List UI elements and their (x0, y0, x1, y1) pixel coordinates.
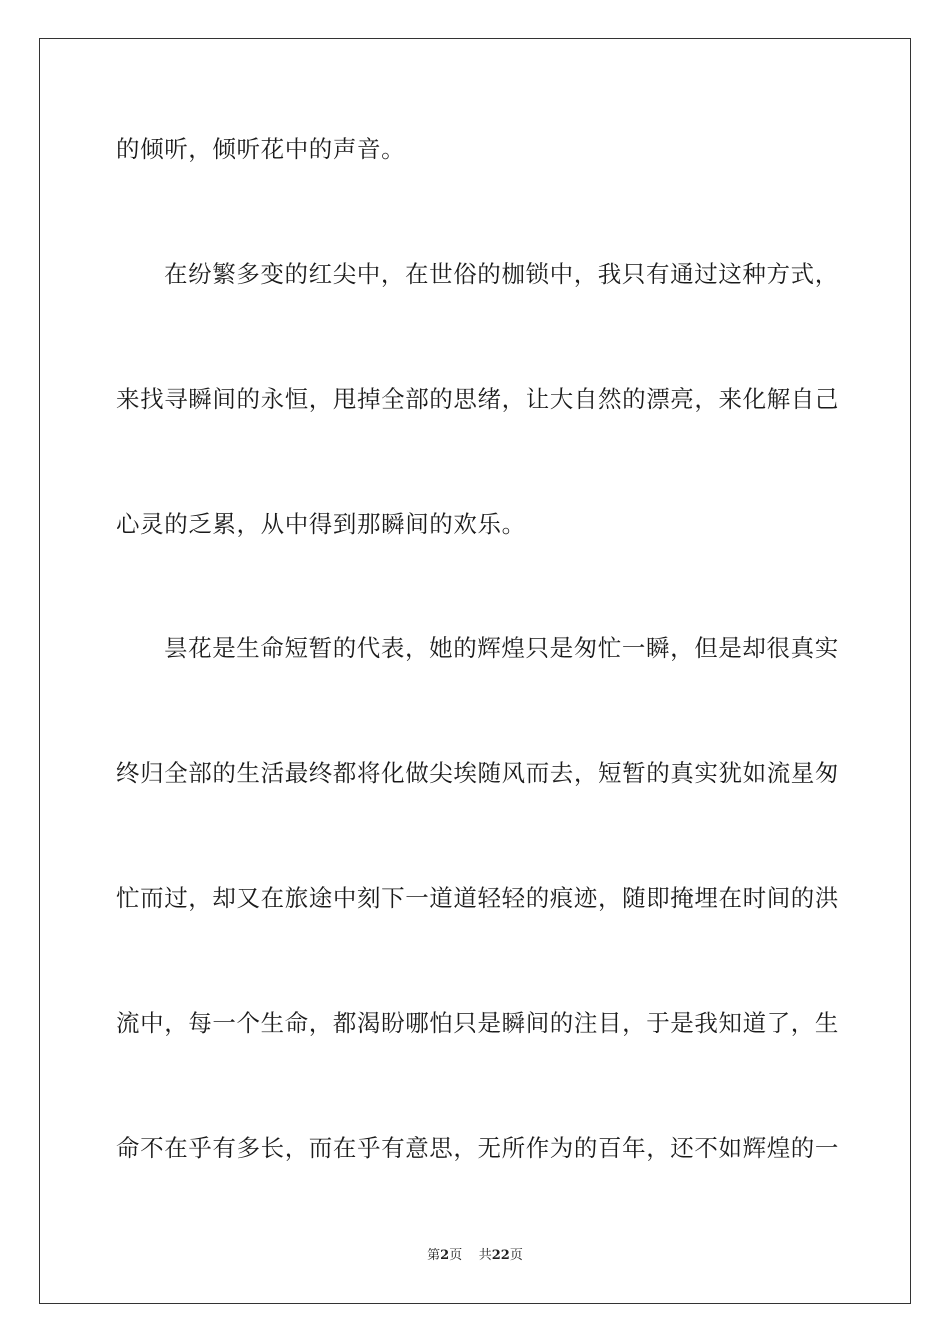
footer-page-suffix: 页 (449, 1248, 463, 1263)
footer-page-number: 2 (440, 1248, 450, 1263)
footer-total-pages: 22 (491, 1248, 510, 1263)
page-footer (0, 1248, 950, 1264)
text-line-5: 昙花是生命短暂的代表，她的辉煌只是匆忙一瞬，但是却很真实 (164, 634, 839, 662)
footer-total-suffix: 页 (509, 1248, 523, 1263)
text-line-9: 命不在乎有多长，而在乎有意思，无所作为的百年，还不如辉煌的一 (116, 1134, 839, 1162)
text-line-4: 心灵的乏累，从中得到那瞬间的欢乐。 (116, 510, 526, 538)
text-line-3: 来找寻瞬间的永恒，甩掉全部的思绪，让大自然的漂亮，来化解自己 (116, 385, 839, 413)
page-border (39, 38, 911, 1304)
text-line-7: 忙而过，却又在旅途中刻下一道道轻轻的痕迹，随即掩埋在时间的洪 (116, 884, 839, 912)
footer-page-prefix: 第 (427, 1248, 441, 1263)
text-line-6: 终归全部的生活最终都将化做尖埃随风而去，短暂的真实犹如流星匆 (116, 759, 839, 787)
text-line-8: 流中，每一个生命，都渴盼哪怕只是瞬间的注目，于是我知道了，生 (116, 1009, 839, 1037)
text-line-1: 的倾听，倾听花中的声音。 (116, 135, 406, 163)
footer-total-prefix: 共 (478, 1248, 492, 1263)
text-line-2: 在纷繁多变的红尖中，在世俗的枷锁中，我只有通过这种方式， (164, 260, 839, 288)
